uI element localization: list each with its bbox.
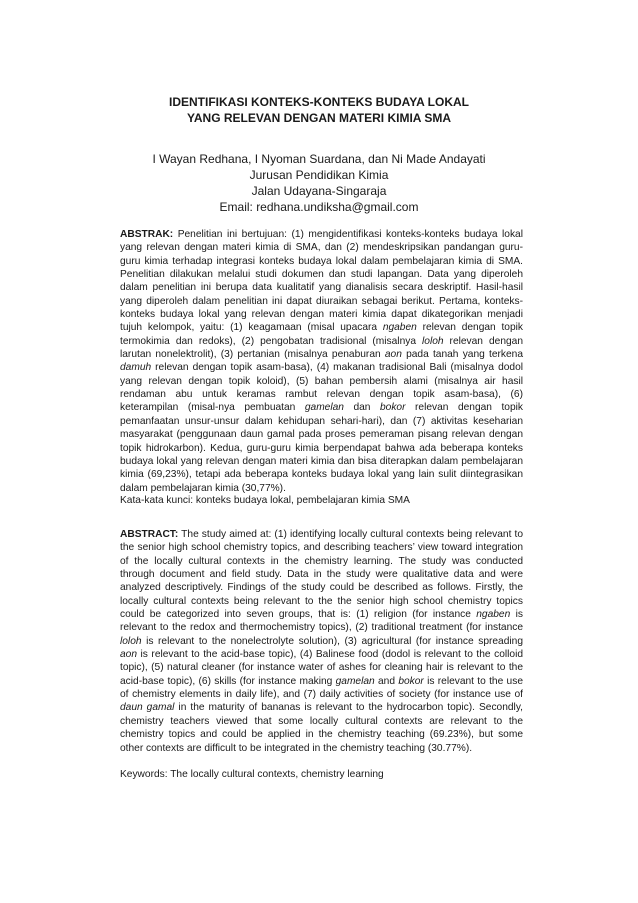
author-address: Jalan Udayana-Singaraja (251, 184, 387, 198)
abstrak-paragraph (120, 228, 523, 495)
abstrak-term: bokor (380, 402, 406, 414)
abstract-text: is relevant to the redox and thermochemistry topics), (2) traditional treatment (for instance (120, 609, 523, 634)
abstract-text: is relevant to the nonelectrolyte solution), (3) agricultural (for instance spreading (141, 635, 523, 647)
abstract-term: bokor (398, 675, 424, 687)
abstrak-term: ngaben (382, 322, 417, 334)
abstract-term: loloh (120, 635, 142, 647)
title-line-2: YANG RELEVAN DENGAN MATERI KIMIA SMA (186, 111, 451, 125)
abstract-term: gamelan (335, 675, 375, 687)
abstract-text: is relevant to the acid-base topic), (4) Balinese food (dodol is relevant to the colloid topic), (5) natural cleaner (for instance water of ashes for cleaning hair is relevant to the acid-base topic), (6) skills (for instance making (120, 649, 523, 687)
abstrak-text: pada tanah yang terkena (401, 349, 523, 361)
title-line-1: IDENTIFIKASI KONTEKS-KONTEKS BUDAYA LOKAL (168, 95, 470, 109)
abstract-paragraph (120, 528, 523, 755)
abstrak-term: aon (384, 349, 402, 361)
abstract-text: The study aimed at: (1) identifying locally cultural contexts being relevant to the senior high school chemistry topics, and describing teachers’ view toward integration of the locally cultural contexts in the chemistry learning. The study was conducted through document and field study. Data in the study were qualitative data and were analyzed descriptively. Findings of the study could be described as follows. Firstly, the locally cultural contexts being relevant to the the senior high school chemistry topics could be categorized into seven groups, that is: (1) religion (for instance (120, 529, 523, 621)
keywords: Keywords: The locally cultural contexts, chemistry learning (120, 769, 384, 780)
abstract-text: is relevant to the use of chemistry elements in daily life), and (7) daily activities of society (for instance use of (120, 675, 523, 701)
kata-kunci: Kata-kata kunci: konteks budaya lokal, pembelajaran kimia SMA (120, 495, 410, 506)
author-names: I Wayan Redhana, I Nyoman Suardana, dan Ni Made Andayati (152, 152, 486, 166)
abstrak-term: damuh (120, 362, 152, 374)
abstract-label: ABSTRACT: (120, 529, 179, 540)
abstrak-term: loloh (422, 335, 444, 347)
author-email: Email: redhana.undiksha@gmail.com (219, 200, 419, 214)
author-department: Jurusan Pendidikan Kimia (249, 168, 389, 182)
abstrak-text: dan (343, 402, 380, 414)
abstrak-text: Penelitian ini bertujuan: (1) mengidentifikasi konteks-konteks budaya lokal yang relevan dengan materi kimia di SMA, dan (2) mendeskripsikan pandangan guru-guru kimia terhadap integrasi konteks budaya lokal dalam pembelajaran kimia di SMA. Penelitian dilakukan melalui studi dokumen dan studi lapangan. Data yang diperoleh dalam penelitian ini berupa data kualitatif yang dianalisis secara deskriptif. Hasil-hasil yang diperoleh dalam penelitian ini dapat diuraikan sebagai berikut. Pertama, konteks-konteks budaya lokal yang relevan dengan materi kimia dapat dikategorikan menjadi tujuh kelompok, yaitu: (1) keagamaan (misal upacara (120, 229, 523, 334)
abstrak-text: relevan dengan topik asam-basa), (4) makanan tradisional Bali (misalnya dodol yang relevan dengan topik koloid), (5) bahan pembersih alami (misalnya air hasil rendaman abu untuk keramas rambut relevan dengan topik asam-basa), (6) keterampilan (misal-nya pembuatan (120, 362, 523, 414)
abstrak-term: gamelan (304, 402, 344, 414)
abstract-text: and (374, 675, 399, 687)
abstrak-label: ABSTRAK: (120, 229, 174, 240)
author-block (100, 151, 538, 215)
abstract-term: daun gamal (120, 702, 175, 714)
abstract-text: in the maturity of bananas is relevant to the hydrocarbon topic). Secondly, chemistry teachers viewed that some locally cultural contexts are relevant to the chemistry topics and could be applied in the chemistry teaching (69.23%), but some other contexts are difficult to be integrated in the chemistry teaching (30.77%). (120, 702, 523, 754)
abstrak-text: relevan dengan larutan nonelektrolit), (3) pertanian (misalnya penaburan (120, 335, 523, 361)
paper-title (100, 94, 538, 126)
abstrak-text: relevan dengan topik termokimia dan redoks), (2) pengobatan tradisional (misalnya (120, 322, 523, 347)
abstract-term: aon (120, 649, 137, 661)
abstract-term: ngaben (476, 609, 511, 621)
abstrak-text: relevan dengan topik pemanfaatan unsur-unsur dalam kehidupan sehari-hari), dan (7) aktivitas keseharian masyarakat (penggunaan daun gamal pada proses pemeraman pisang relevan dengan topik hidrokarbon). Kedua, guru-guru kimia berpendapat bahwa ada beberapa konteks budaya lokal yang relevan dengan materi kimia dan bisa diterapkan dalam pembelajaran kimia (69,23%), tetapi ada beberapa konteks budaya lokal yang lain sulit diintegrasikan dalam pembelajaran kimia (30,77%). (120, 402, 523, 494)
